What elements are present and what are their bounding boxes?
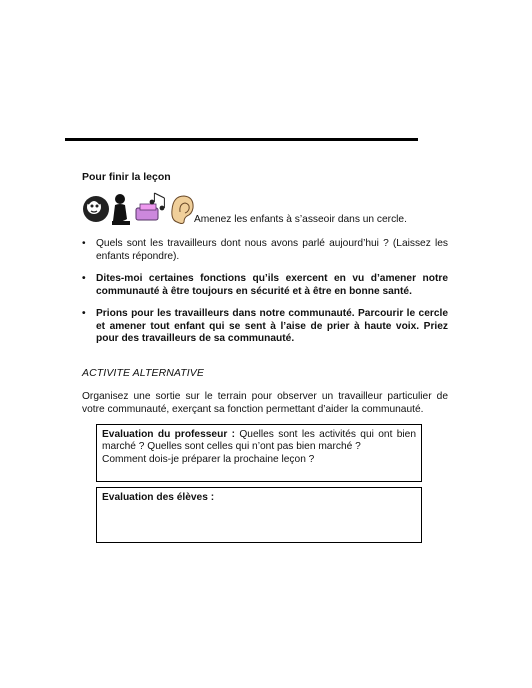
list-item (82, 273, 448, 298)
bullet: • (82, 273, 86, 284)
bullet: • (82, 238, 86, 249)
alternative-text: Organisez une sortie sur le terrain pour observer un travailleur particulier de votre communauté, exerçant sa fonction permettant d’aider la communauté. (82, 391, 448, 415)
list-item (82, 238, 448, 263)
list-item (82, 308, 448, 346)
teacher-evaluation-label: Evaluation du professeur : (102, 429, 236, 440)
student-evaluation-box (96, 487, 422, 543)
horizontal-rule (65, 138, 418, 141)
pray-heads-icon (83, 196, 109, 222)
list-item-text: Prions pour les travailleurs dans notre communauté. Parcourir le cercle et amener tout enfant qui se sent à l’aise de prier à haute voix. Priez pour des travailleurs de sa communauté. (96, 308, 448, 344)
ear-icon (172, 196, 193, 224)
teacher-evaluation-line2: Comment dois-je préparer la prochaine leçon ? (102, 453, 315, 465)
teacher-evaluation-line1 (102, 429, 416, 454)
activity-icons (82, 190, 194, 228)
music-notes-icon (136, 193, 164, 220)
teacher-evaluation-box (96, 424, 422, 482)
student-evaluation-label: Evaluation des élèves : (102, 492, 215, 503)
teacher-evaluation-question: Quelles sont les activités qui ont bien marché ? Quelles sont celles qui n’ont pas bien marché ? (102, 429, 417, 453)
bullet: • (82, 308, 86, 319)
kneeling-child-icon (112, 194, 130, 225)
question-list (82, 238, 448, 356)
section-title: Pour finir la leçon (82, 171, 171, 183)
alternative-title: ACTIVITE ALTERNATIVE (82, 367, 204, 379)
intro-text: Amenez les enfants à s’asseoir dans un cercle. (194, 214, 407, 225)
list-item-text: Quels sont les travailleurs dont nous avons parlé aujourd’hui ? (Laissez les enfants répondre). (96, 238, 448, 262)
list-item-text: Dites-moi certaines fonctions qu’ils exercent en vu d’amener notre communauté à être toujours en sécurité et à être en bonne santé. (96, 273, 448, 297)
